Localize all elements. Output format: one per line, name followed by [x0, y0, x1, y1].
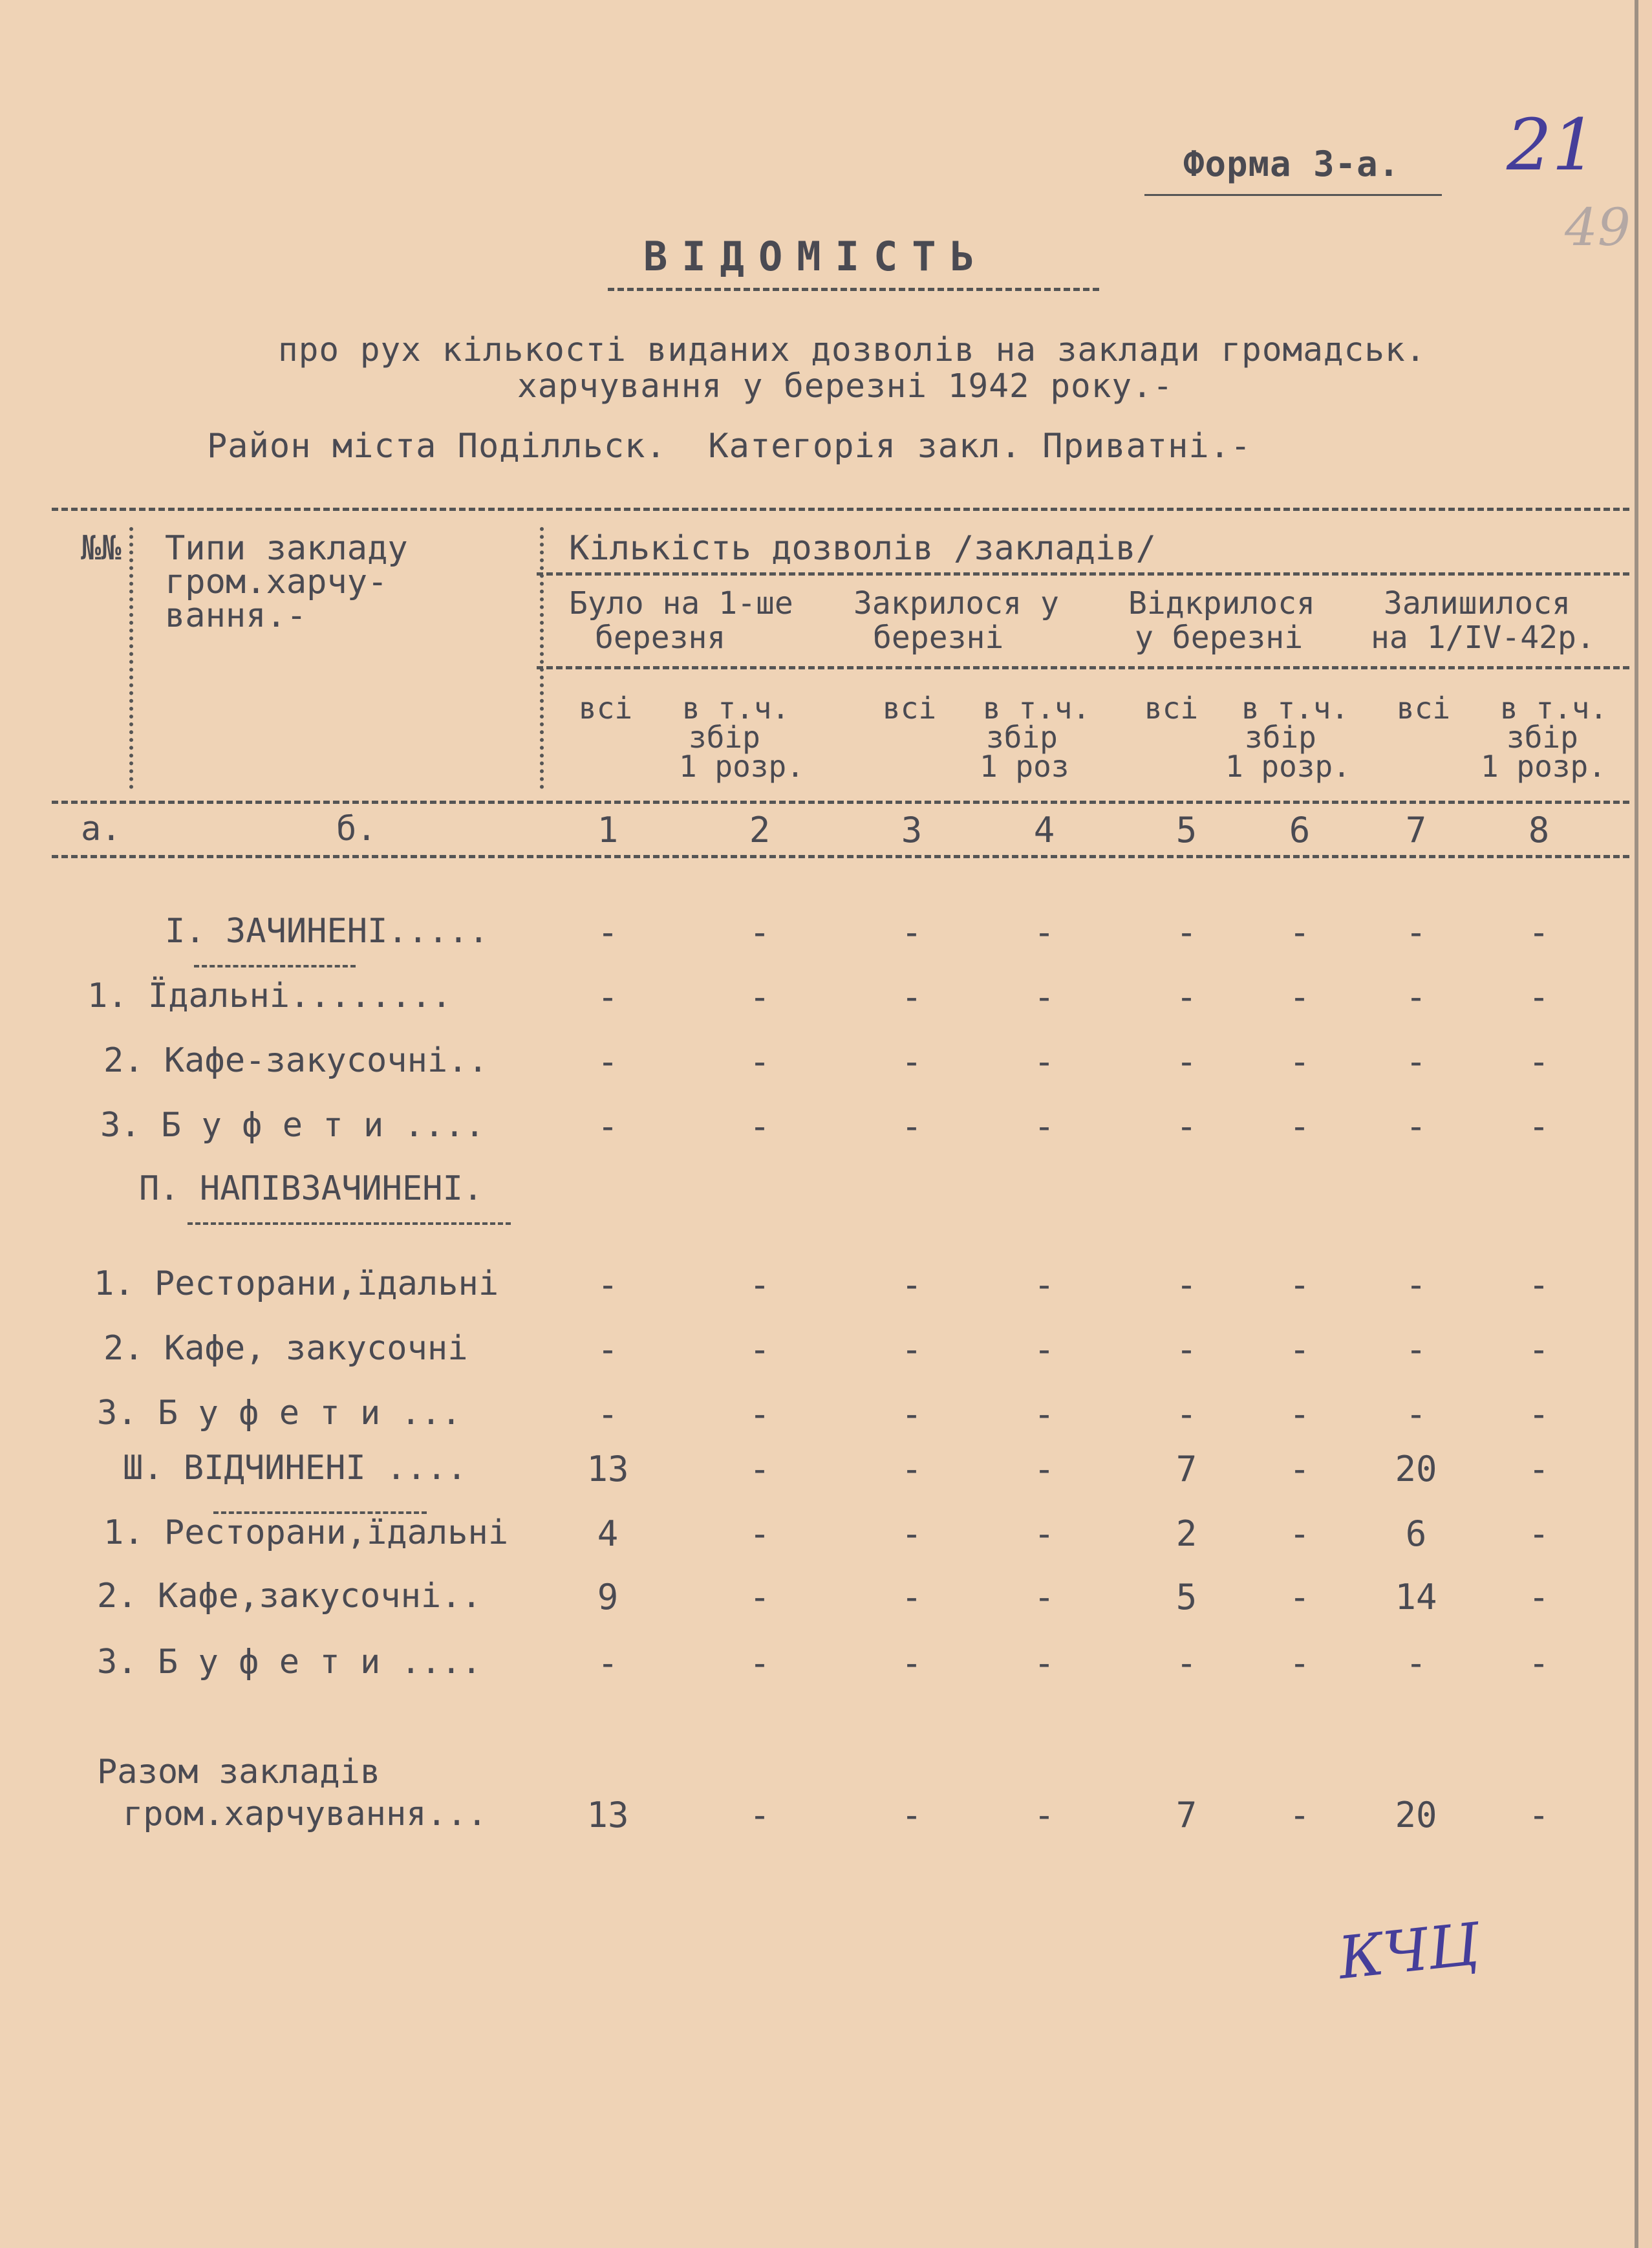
- row-label: 3. Б у ф е т и ....: [97, 1643, 482, 1681]
- row-value-col-4: -: [1033, 1394, 1055, 1434]
- total-value-col-5: 7: [1175, 1795, 1197, 1835]
- row-value-col-6: -: [1289, 1041, 1311, 1082]
- row-label: П. НАПІВЗАЧИНЕНІ.: [139, 1169, 484, 1208]
- row-label: 3. Б у ф е т и ...: [97, 1394, 462, 1432]
- row-value-col-3: -: [901, 1041, 923, 1082]
- total-value-col-8: -: [1528, 1795, 1550, 1835]
- row-value-col-1: -: [597, 1643, 619, 1683]
- row-value-col-8: -: [1528, 1329, 1550, 1370]
- row-value-col-2: -: [749, 912, 771, 953]
- row-value-col-2: -: [749, 1449, 771, 1489]
- row-value-col-8: -: [1528, 1449, 1550, 1489]
- total-value-col-1: 13: [586, 1795, 629, 1835]
- row-value-col-6: -: [1289, 1449, 1311, 1489]
- row-value-col-7: -: [1405, 1264, 1427, 1305]
- row-value-col-1: -: [597, 1329, 619, 1370]
- row-value-col-2: -: [749, 977, 771, 1017]
- row-value-col-6: -: [1289, 1577, 1311, 1617]
- row-value-col-5: -: [1175, 977, 1197, 1017]
- row-value-col-6: -: [1289, 1264, 1311, 1305]
- row-label: 2. Кафе-закусочні..: [103, 1041, 488, 1080]
- row-value-col-6: -: [1289, 1513, 1311, 1554]
- row-value-col-3: -: [901, 1106, 923, 1147]
- row-value-col-8: -: [1528, 1106, 1550, 1147]
- row-value-col-3: -: [901, 1394, 923, 1434]
- row-value-col-5: -: [1175, 1394, 1197, 1434]
- row-value-col-1: -: [597, 1264, 619, 1305]
- col-num-b: б.: [336, 810, 377, 848]
- col-num-a: а.: [81, 810, 122, 848]
- section-2-underline: [188, 1222, 511, 1225]
- row-value-col-5: 5: [1175, 1577, 1197, 1617]
- table-head-rule-2: [537, 572, 1629, 576]
- group-4-line-2: на 1/IV-42р.: [1371, 620, 1595, 656]
- row-value-col-6: -: [1289, 1394, 1311, 1434]
- row-value-col-6: -: [1289, 1106, 1311, 1147]
- group-4-line-1: Залишилося: [1384, 585, 1571, 621]
- row-label: Ш. ВІДЧИНЕНІ ....: [123, 1449, 467, 1487]
- row-value-col-6: -: [1289, 977, 1311, 1017]
- row-value-col-5: -: [1175, 1643, 1197, 1683]
- row-value-col-6: -: [1289, 1643, 1311, 1683]
- row-label: I. ЗАЧИНЕНІ.....: [165, 912, 489, 951]
- title-underline: [608, 288, 1099, 291]
- row-value-col-1: -: [597, 912, 619, 953]
- row-label: 2. Кафе,закусочні..: [97, 1577, 482, 1616]
- row-value-col-4: -: [1033, 1643, 1055, 1683]
- row-value-col-7: -: [1405, 912, 1427, 953]
- row-value-col-7: 14: [1395, 1577, 1437, 1617]
- row-value-col-1: 4: [597, 1513, 619, 1554]
- form-label: Форма 3-а.: [1183, 144, 1400, 184]
- col-num-4: 4: [1033, 810, 1055, 850]
- table-head-rule-3: [537, 666, 1629, 669]
- row-value-col-5: -: [1175, 912, 1197, 953]
- form-label-underline: [1144, 194, 1442, 196]
- group-2-line-2: березні: [873, 620, 1004, 656]
- row-value-col-4: -: [1033, 1264, 1055, 1305]
- head-count: Кількість дозволів /закладів/: [569, 529, 1156, 568]
- sub-all-2: всі: [883, 691, 937, 726]
- row-value-col-2: -: [749, 1041, 771, 1082]
- col-num-3: 3: [901, 810, 923, 850]
- sub-incl-1-c: 1 розр.: [679, 749, 804, 784]
- subtitle-line-1: про рух кількості виданих дозволів на заклади громадськ.: [278, 331, 1426, 369]
- row-value-col-2: -: [749, 1577, 771, 1617]
- row-value-col-8: -: [1528, 912, 1550, 953]
- sub-incl-2-b: збір: [986, 720, 1058, 755]
- group-1-line-1: Було на 1-ше: [569, 585, 793, 621]
- col-num-1: 1: [597, 810, 619, 850]
- row-value-col-7: 20: [1395, 1449, 1437, 1489]
- row-value-col-5: -: [1175, 1106, 1197, 1147]
- row-value-col-7: -: [1405, 1643, 1427, 1683]
- row-value-col-1: 13: [586, 1449, 629, 1489]
- table-divider-no: [129, 527, 133, 789]
- sub-incl-4-b: збір: [1507, 720, 1578, 755]
- col-num-2: 2: [749, 810, 771, 850]
- total-value-col-6: -: [1289, 1795, 1311, 1835]
- row-value-col-5: 2: [1175, 1513, 1197, 1554]
- group-1-line-2: березня: [595, 620, 726, 656]
- section-3-underline: [213, 1511, 427, 1514]
- total-label-line-1: Разом закладів: [97, 1753, 381, 1791]
- row-value-col-4: -: [1033, 1513, 1055, 1554]
- row-value-col-6: -: [1289, 1329, 1311, 1370]
- total-value-col-7: 20: [1395, 1795, 1437, 1835]
- row-value-col-1: -: [597, 1041, 619, 1082]
- row-value-col-1: -: [597, 1106, 619, 1147]
- archive-number-handwritten: 49: [1565, 197, 1631, 257]
- row-value-col-1: -: [597, 977, 619, 1017]
- row-value-col-7: -: [1405, 1041, 1427, 1082]
- row-value-col-2: -: [749, 1643, 771, 1683]
- sub-incl-2-c: 1 роз: [980, 749, 1069, 784]
- row-value-col-7: -: [1405, 1106, 1427, 1147]
- row-value-col-7: -: [1405, 977, 1427, 1017]
- table-divider-type: [540, 527, 544, 789]
- row-value-col-4: -: [1033, 1449, 1055, 1489]
- row-value-col-4: -: [1033, 912, 1055, 953]
- table-head-rule-5: [52, 855, 1629, 858]
- sub-incl-1-a: в т.ч.: [682, 691, 790, 726]
- head-no: №№: [81, 529, 122, 568]
- row-value-col-3: -: [901, 1513, 923, 1554]
- table-head-rule-4: [52, 801, 1629, 804]
- sub-incl-1-b: збір: [689, 720, 760, 755]
- col-num-6: 6: [1289, 810, 1311, 850]
- row-value-col-4: -: [1033, 1106, 1055, 1147]
- total-value-col-4: -: [1033, 1795, 1055, 1835]
- row-value-col-8: -: [1528, 1264, 1550, 1305]
- row-label: 1. Ресторани,їдальні: [94, 1264, 499, 1303]
- sub-all-4: всі: [1397, 691, 1451, 726]
- row-value-col-8: -: [1528, 1577, 1550, 1617]
- row-value-col-4: -: [1033, 1041, 1055, 1082]
- col-num-7: 7: [1405, 810, 1427, 850]
- row-value-col-2: -: [749, 1329, 771, 1370]
- row-value-col-5: -: [1175, 1329, 1197, 1370]
- row-value-col-5: -: [1175, 1264, 1197, 1305]
- row-label: 1. Їдальні........: [87, 977, 452, 1015]
- head-type-line-2: гром.харчу-: [165, 563, 388, 601]
- row-value-col-5: -: [1175, 1041, 1197, 1082]
- subtitle-line-2: харчування у березні 1942 року.-: [517, 367, 1174, 405]
- sub-incl-3-c: 1 розр.: [1225, 749, 1351, 784]
- row-value-col-8: -: [1528, 1513, 1550, 1554]
- total-value-col-2: -: [749, 1795, 771, 1835]
- row-value-col-1: 9: [597, 1577, 619, 1617]
- group-3-line-2: у березні: [1135, 620, 1303, 656]
- row-value-col-3: -: [901, 1329, 923, 1370]
- sub-all-3: всі: [1144, 691, 1199, 726]
- row-value-col-3: -: [901, 1577, 923, 1617]
- col-num-5: 5: [1175, 810, 1197, 850]
- row-value-col-2: -: [749, 1264, 771, 1305]
- head-type-line-1: Типи закладу: [165, 529, 408, 568]
- district-line: Район міста Поділльск. Категорія закл. Приватні.-: [207, 427, 1252, 466]
- section-1-underline: [194, 965, 356, 967]
- row-value-col-1: -: [597, 1394, 619, 1434]
- row-value-col-8: -: [1528, 1643, 1550, 1683]
- row-value-col-8: -: [1528, 1041, 1550, 1082]
- sub-incl-3-a: в т.ч.: [1241, 691, 1349, 726]
- row-value-col-2: -: [749, 1106, 771, 1147]
- row-value-col-8: -: [1528, 1394, 1550, 1434]
- row-value-col-4: -: [1033, 1577, 1055, 1617]
- row-value-col-3: -: [901, 912, 923, 953]
- head-type-line-3: вання.-: [165, 596, 307, 635]
- row-value-col-3: -: [901, 1643, 923, 1683]
- group-2-line-1: Закрилося у: [853, 585, 1059, 621]
- document-title: ВІДОМІСТЬ: [643, 233, 989, 280]
- table-top-rule: [52, 508, 1629, 511]
- total-label-line-2: гром.харчування...: [123, 1795, 488, 1833]
- col-num-8: 8: [1528, 810, 1550, 850]
- row-label: 3. Б у ф е т и ....: [100, 1106, 485, 1145]
- row-value-col-4: -: [1033, 1329, 1055, 1370]
- group-3-line-1: Відкрилося: [1128, 585, 1315, 621]
- sub-incl-4-a: в т.ч.: [1500, 691, 1608, 726]
- row-value-col-5: 7: [1175, 1449, 1197, 1489]
- row-value-col-7: -: [1405, 1394, 1427, 1434]
- sub-all-1: всі: [579, 691, 633, 726]
- signature-handwritten: КЧЦ: [1335, 1910, 1483, 1993]
- row-value-col-8: -: [1528, 977, 1550, 1017]
- row-value-col-7: -: [1405, 1329, 1427, 1370]
- sub-incl-3-b: збір: [1245, 720, 1316, 755]
- row-value-col-4: -: [1033, 977, 1055, 1017]
- row-value-col-2: -: [749, 1394, 771, 1434]
- row-value-col-3: -: [901, 1449, 923, 1489]
- row-value-col-6: -: [1289, 912, 1311, 953]
- row-label: 2. Кафе, закусочні: [103, 1329, 468, 1368]
- row-value-col-7: 6: [1405, 1513, 1427, 1554]
- row-label: 1. Ресторани,їдальні: [103, 1513, 509, 1552]
- row-value-col-2: -: [749, 1513, 771, 1554]
- page-number-handwritten: 21: [1507, 103, 1597, 186]
- sub-incl-2-a: в т.ч.: [983, 691, 1091, 726]
- row-value-col-3: -: [901, 977, 923, 1017]
- total-value-col-3: -: [901, 1795, 923, 1835]
- row-value-col-3: -: [901, 1264, 923, 1305]
- sub-incl-4-c: 1 розр.: [1481, 749, 1606, 784]
